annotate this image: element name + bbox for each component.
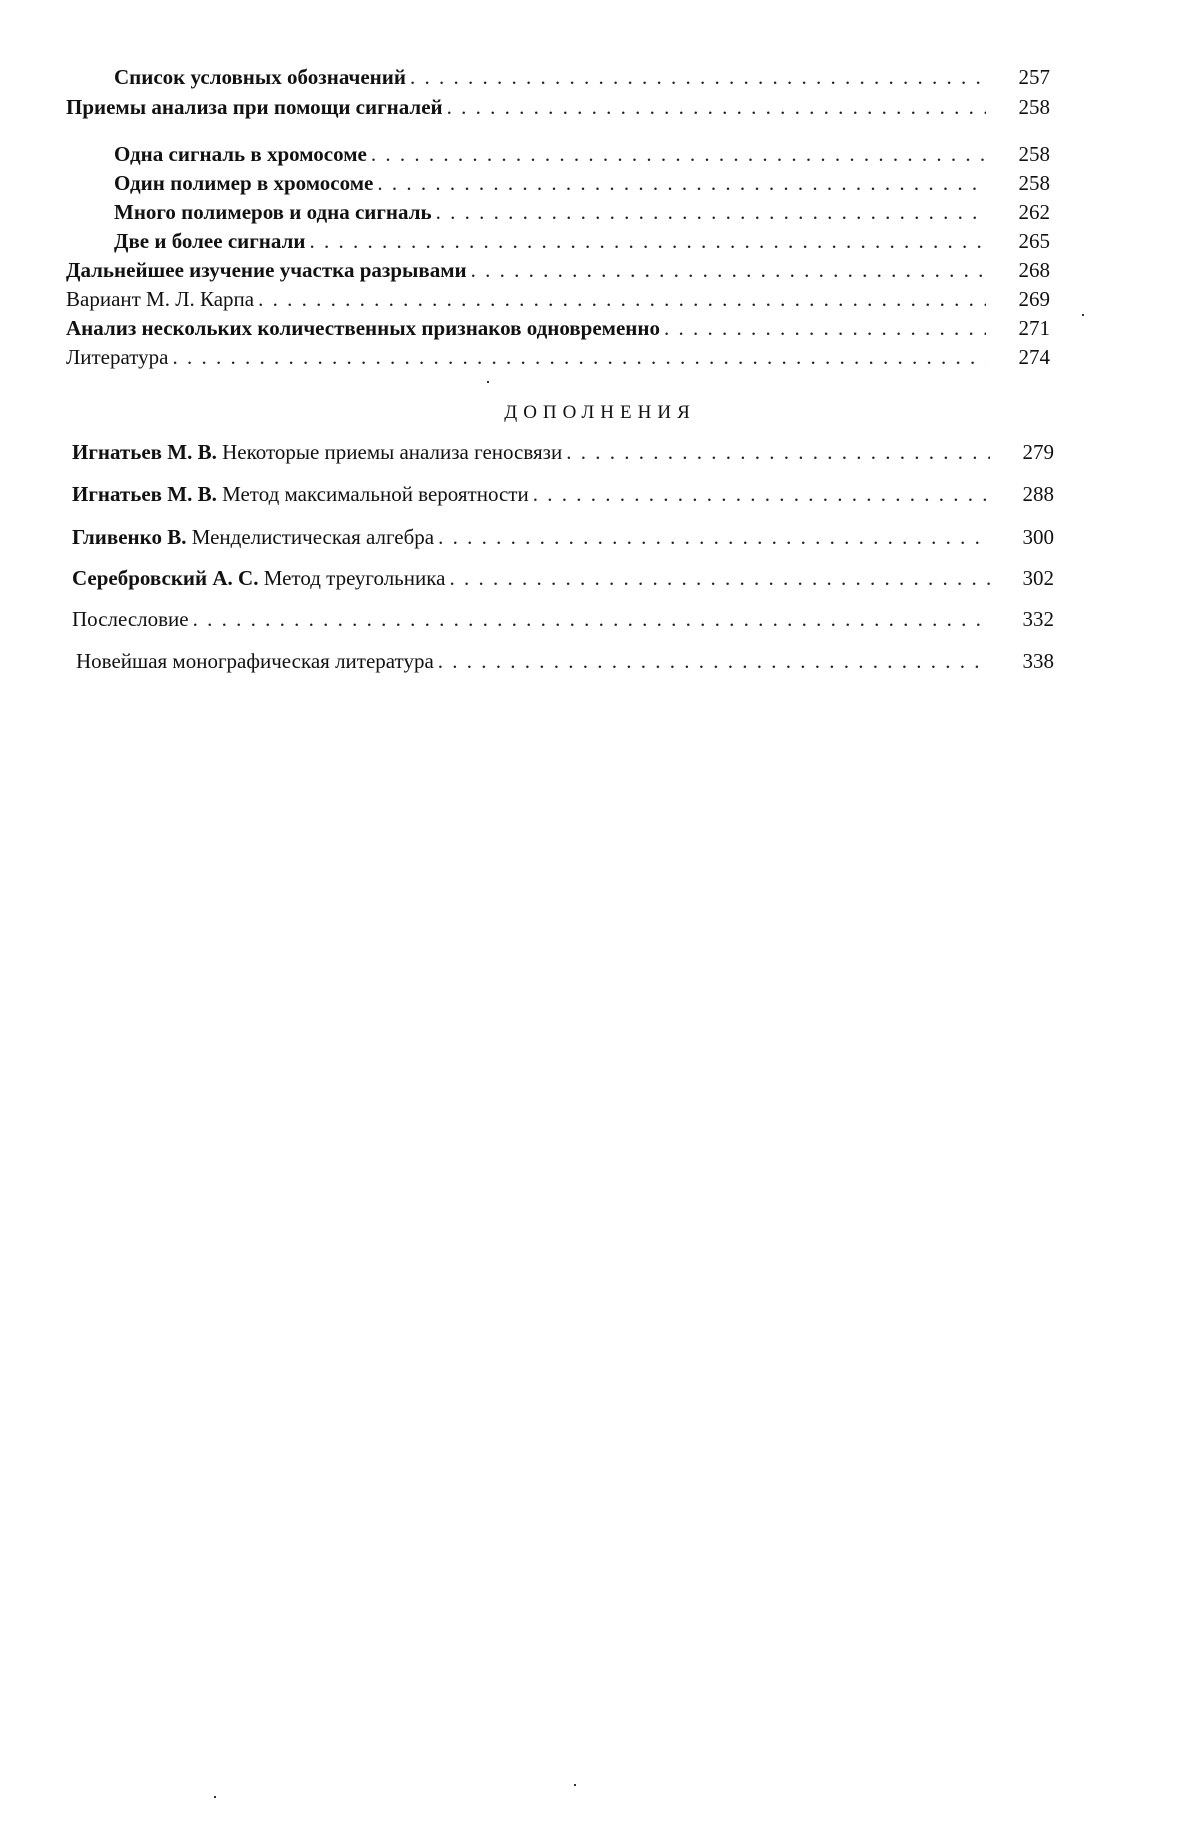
dot-leader [371,141,986,167]
dot-leader [471,257,986,283]
toc-entry-page: 302 [1022,566,1054,590]
toc-entry [114,199,1050,225]
toc-entry-title: Анализ нескольких количественных признаков одновременно [66,316,660,340]
toc-entry-title-text: Метод максимальной вероятности [222,482,529,506]
toc-entry-page: 300 [1022,525,1054,549]
toc-entry-title [72,565,445,591]
toc-entry-title: Вариант М. Л. Карпа [66,287,255,311]
toc-entry-page: 288 [1022,482,1054,506]
toc-entry [72,439,1054,465]
toc-entry-title: Один полимер в хромосоме [114,171,374,195]
toc-entry-page: 265 [1018,229,1050,253]
toc-entry [66,286,1050,312]
toc-entry [66,94,1050,120]
toc-entry-page: 279 [1022,440,1054,464]
toc-entry-page: 258 [1018,171,1050,195]
toc-entry-page: 271 [1018,316,1050,340]
dot-leader [377,170,986,196]
toc-entry-title [72,524,434,550]
toc-entry [72,481,1054,507]
toc-entry-title: Литература [66,345,169,369]
toc-entry-title: Послесловие [72,607,189,631]
toc-entry-page: 274 [1018,345,1050,369]
toc-entry [72,565,1054,591]
toc-entry [114,170,1050,196]
dot-leader [258,286,986,312]
toc-entry-page: 332 [1022,607,1054,631]
toc-entry [66,257,1050,283]
toc-entry-title [72,481,529,507]
toc-entry-title-text: Менделистическая алгебра [191,525,435,549]
toc-entry-page: 258 [1018,142,1050,166]
toc-entry-author: Серебровский А. С. [72,566,259,590]
toc-entry-author: Гливенко В. [72,525,187,549]
toc-entry-title: Дальнейшее изучение участка разрывами [66,258,467,282]
dot-leader [410,64,986,90]
toc-entry [72,524,1054,550]
toc-entry-page: 338 [1022,649,1054,673]
toc-entry-title: Много полимеров и одна сигналь [114,200,432,224]
toc-entry-page: 269 [1018,287,1050,311]
toc-entry-page: 258 [1018,95,1050,119]
toc-entry [66,344,1050,370]
scan-speck [1082,314,1084,316]
toc-entry-author: Игнатьев М. В. [72,482,217,506]
toc-entry-page: 262 [1018,200,1050,224]
dot-leader [664,315,986,341]
dot-leader [438,648,990,674]
dot-leader [438,524,990,550]
toc-entry-title: Список условных обозначений [114,65,406,89]
scan-speck [214,1796,216,1798]
toc-entry [114,64,1050,90]
toc-entry [72,606,1054,632]
dot-leader [193,606,990,632]
toc-entry-title-text: Некоторые приемы анализа геносвязи [222,440,563,464]
scan-speck [574,1784,576,1786]
toc-entry [76,648,1054,674]
toc-entry-author: Игнатьев М. В. [72,440,217,464]
dot-leader [449,565,990,591]
toc-entry-title: Две и более сигнали [114,229,306,253]
dot-leader [309,228,986,254]
toc-entry [114,228,1050,254]
dot-leader [533,481,990,507]
dot-leader [566,439,990,465]
toc-entry [114,141,1050,167]
toc-entry-title: Новейшая монографическая литература [76,649,434,673]
dot-leader [172,344,986,370]
toc-entry-title-text: Метод треугольника [263,566,446,590]
toc-entry-title: Одна сигналь в хромосоме [114,142,367,166]
toc-entry-page: 268 [1018,258,1050,282]
dot-leader [447,94,986,120]
toc-entry-title [72,439,562,465]
toc-entry-page: 257 [1018,65,1050,89]
scan-speck [487,381,489,383]
section-heading: ДОПОЛНЕНИЯ [504,402,696,423]
toc-entry [66,315,1050,341]
dot-leader [436,199,986,225]
toc-entry-title: Приемы анализа при помощи сигналей [66,95,443,119]
